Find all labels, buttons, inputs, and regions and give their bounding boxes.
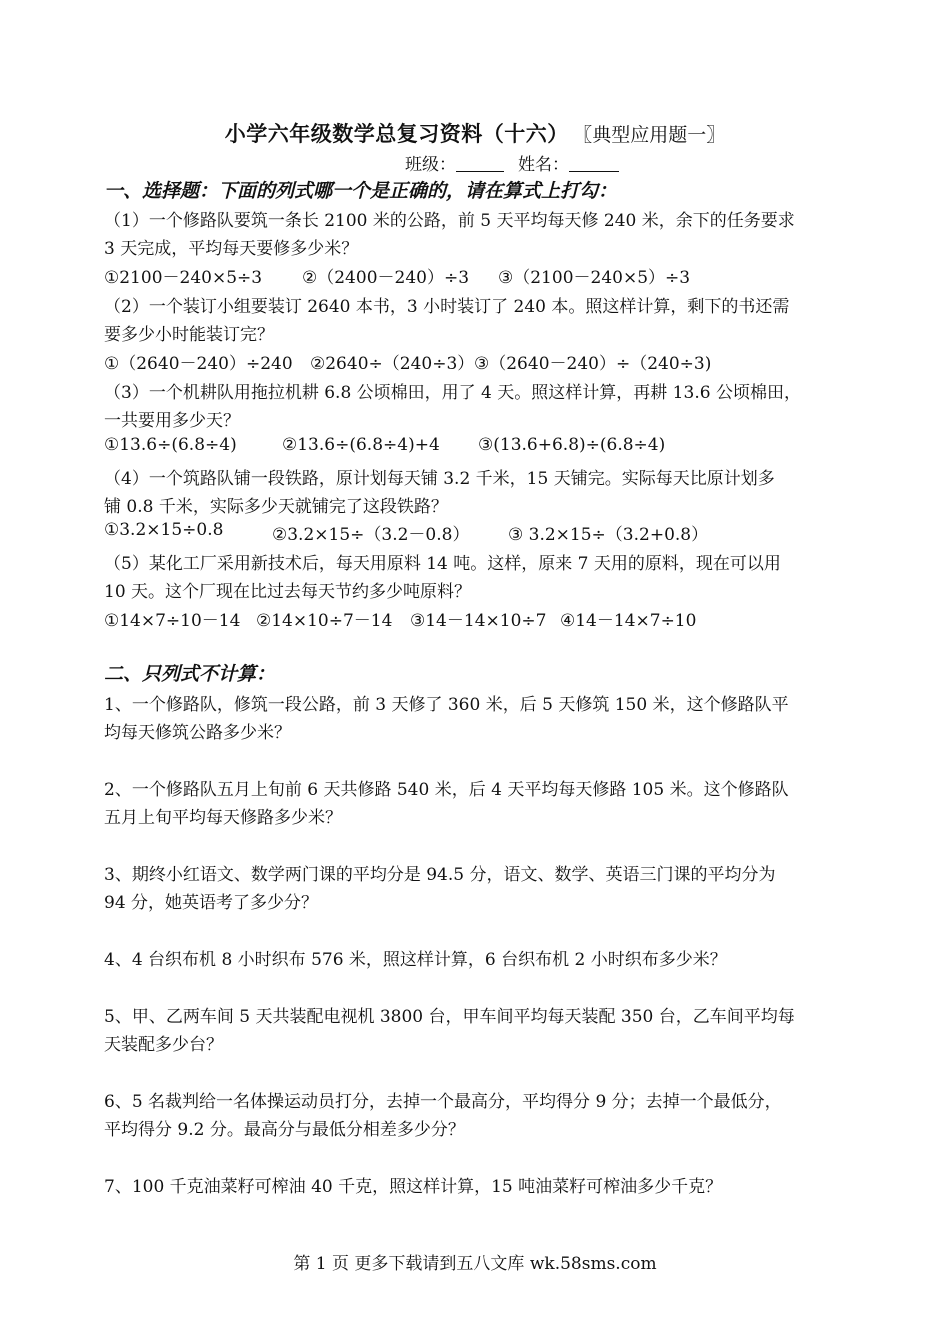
- problem-5-line1: 5、甲、乙两车间 5 天共装配电视机 3800 台，甲车间平均每天装配 350 台，乙车间平均每: [104, 1007, 795, 1027]
- page-footer: 第 1 页 更多下载请到五八文库 wk.58sms.com: [293, 1254, 657, 1274]
- q3-option-3: ③(13.6+6.8)÷(6.8÷4): [478, 435, 666, 455]
- q4-option-3: ③ 3.2×15÷（3.2+0.8）: [508, 525, 709, 545]
- q4-line1: （4）一个筑路队铺一段铁路，原计划每天铺 3.2 千米，15 天铺完。实际每天比原计划多: [104, 469, 775, 489]
- problem-4-line1: 4、4 台织布机 8 小时织布 576 米，照这样计算，6 台织布机 2 小时织布多少米？: [104, 950, 727, 970]
- problem-6-line2: 平均得分 9.2 分。最高分与最低分相差多少分？: [104, 1120, 465, 1140]
- name-label: 姓名：: [518, 155, 569, 175]
- q2-line2: 要多少小时能装订完？: [104, 325, 274, 345]
- problem-3-line1: 3、期终小红语文、数学两门课的平均分是 94.5 分，语文、数学、英语三门课的平均分为: [104, 865, 776, 885]
- q2-option-2: ②2640÷（240÷3）: [310, 354, 475, 374]
- q3-option-2: ②13.6÷(6.8÷4)+4: [282, 435, 440, 455]
- q3-line2: 一共要用多少天？: [104, 411, 240, 431]
- q1-line2: 3 天完成，平均每天要修多少米？: [104, 239, 359, 259]
- q5-option-3: ③14－14×10÷7: [410, 611, 547, 631]
- problem-7-line1: 7、100 千克油菜籽可榨油 40 千克，照这样计算，15 吨油菜籽可榨油多少千克？: [104, 1177, 723, 1197]
- q1-option-3: ③（2100－240×5）÷3: [498, 268, 691, 288]
- q1-option-1: ①2100－240×5÷3: [104, 268, 263, 288]
- q3-option-1: ①13.6÷(6.8÷4): [104, 435, 237, 455]
- problem-1-line2: 均每天修筑公路多少米？: [104, 723, 291, 743]
- title-row: [0, 118, 950, 148]
- q4-line2: 铺 0.8 千米，实际多少天就铺完了这段铁路？: [104, 497, 448, 517]
- problem-6-line1: 6、5 名裁判给一名体操运动员打分，去掉一个最高分，平均得分 9 分；去掉一个最低分，: [104, 1092, 782, 1112]
- q4-option-1: ①3.2×15÷0.8: [104, 520, 224, 540]
- q5-line2: 10 天。这个厂现在比过去每天节约多少吨原料？: [104, 582, 472, 602]
- q5-option-2: ②14×10÷7－14: [256, 611, 393, 631]
- q2-line1: （2）一个装订小组要装订 2640 本书，3 小时装订了 240 本。照这样计算，剩下的书还需: [104, 297, 790, 317]
- q1-option-2: ②（2400－240）÷3: [302, 268, 470, 288]
- class-label: 班级：: [405, 155, 456, 175]
- q3-line1: （3）一个机耕队用拖拉机耕 6.8 公顷棉田，用了 4 天。照这样计算，再耕 13.6 公顷棉田，: [104, 383, 801, 403]
- problem-3-line2: 94 分，她英语考了多少分？: [104, 893, 319, 913]
- problem-1-line1: 1、一个修路队，修筑一段公路，前 3 天修了 360 米，后 5 天修筑 150 米，这个修路队平: [104, 695, 789, 715]
- q4-option-2: ②3.2×15÷（3.2－0.8）: [272, 525, 470, 545]
- problem-2-line1: 2、一个修路队五月上旬前 6 天共修路 540 米，后 4 天平均每天修路 105 米。这个修路队: [104, 780, 789, 800]
- q2-option-3: ③（2640－240）÷（240÷3): [474, 354, 712, 374]
- name-blank: [569, 155, 619, 172]
- section2-heading: 二、只列式不计算：: [104, 663, 276, 685]
- page-title: 小学六年级数学总复习资料（十六）: [224, 122, 569, 146]
- problem-2-line2: 五月上旬平均每天修路多少米？: [104, 808, 342, 828]
- q5-option-1: ①14×7÷10－14: [104, 611, 241, 631]
- q5-line1: （5）某化工厂采用新技术后，每天用原料 14 吨。这样，原来 7 天用的原料，现在可以用: [104, 554, 781, 574]
- page-subtitle: 〖典型应用题一〗: [582, 124, 726, 146]
- class-blank: [456, 155, 504, 172]
- section1-heading: 一、选择题：下面的列式哪一个是正确的，请在算式上打勾：: [104, 180, 618, 202]
- student-info-row: [405, 150, 619, 175]
- q1-line1: （1）一个修路队要筑一条长 2100 米的公路，前 5 天平均每天修 240 米，余下的任务要求: [104, 211, 795, 231]
- q2-option-1: ①（2640－240）÷240: [104, 354, 293, 374]
- q5-option-4: ④14－14×7÷10: [560, 611, 697, 631]
- problem-5-line2: 天装配多少台？: [104, 1035, 223, 1055]
